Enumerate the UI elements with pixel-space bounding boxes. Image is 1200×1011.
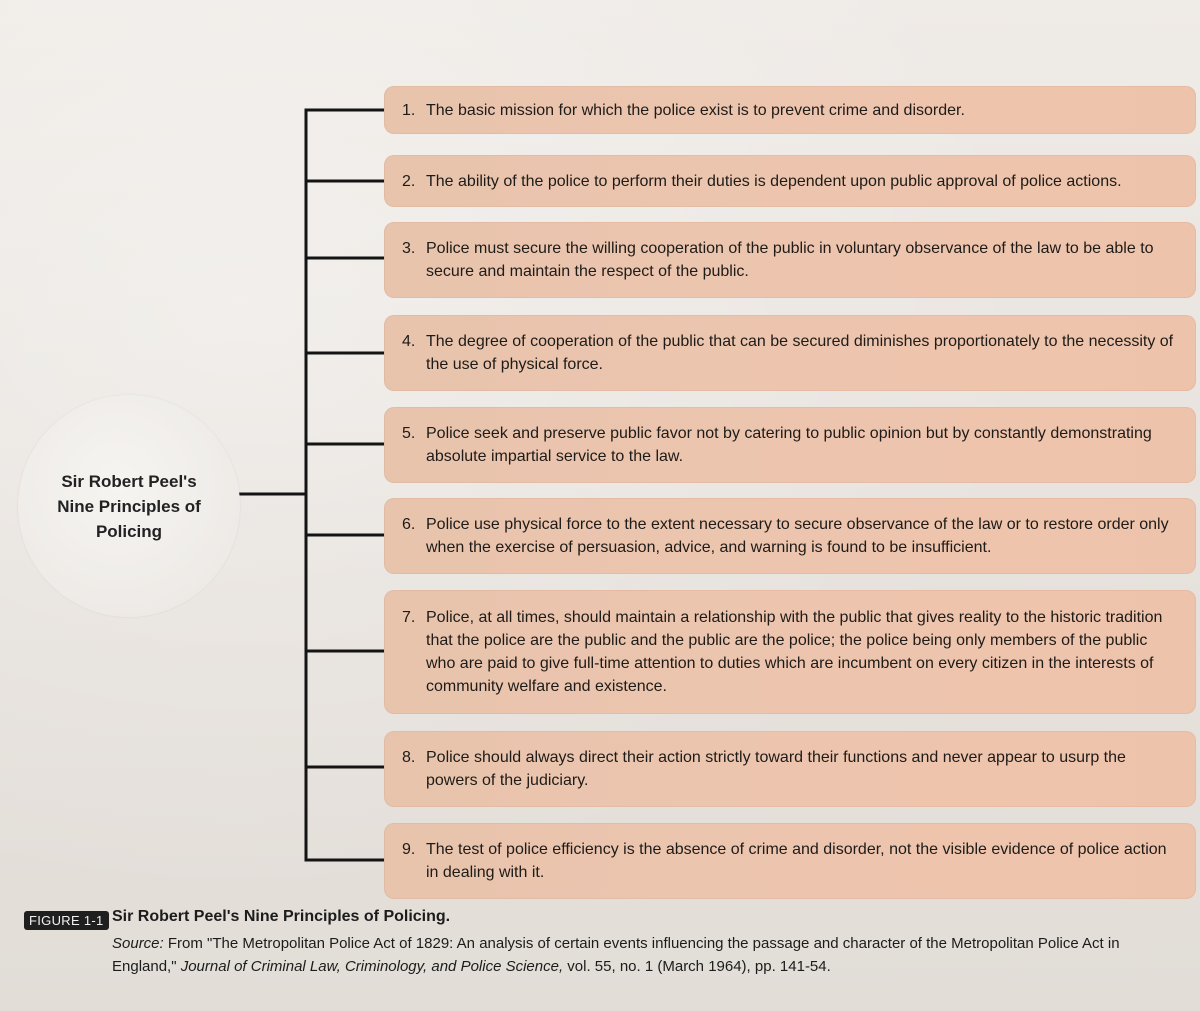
principle-box-5 [384,407,1196,483]
caption-source [112,932,1182,978]
principle-number: 9. [402,841,416,858]
principle-box-1 [384,86,1196,134]
principle-box-9 [384,823,1196,899]
principle-text: Police seek and preserve public favor not by catering to public opinion but by constantly demonstrating absolute impartial service to the law. [426,425,1152,465]
principle-text: Police use physical force to the extent necessary to secure observance of the law or to restore order only when the exercise of persuasion, advice, and warning is found to be insufficient. [426,516,1169,556]
source-text: From "The Metropolitan Police Act of 1829: An analysis of certain events influencing the passage and character of the Metropolitan Police Act in England," [112,935,1120,975]
principle-text: The basic mission for which the police exist is to prevent crime and disorder. [426,101,965,119]
principle-number: 5. [402,425,416,442]
principle-box-3 [384,222,1196,298]
principle-box-7 [384,590,1196,714]
source-label: Source: [112,935,164,952]
principle-text: The ability of the police to perform their duties is dependent upon public approval of police actions. [426,172,1122,190]
hub-title: Sir Robert Peel's Nine Principles of Policing [57,471,201,541]
principle-text: The degree of cooperation of the public that can be secured diminishes proportionately to the necessity of the use of physical force. [426,333,1174,373]
principle-number: 3. [402,240,416,257]
source-citation: vol. 55, no. 1 (March 1964), pp. 141-54. [567,958,831,975]
figure-tag: FIGURE 1-1 [24,911,109,930]
source-journal: Journal of Criminal Law, Criminology, and Police Science, [180,958,564,975]
caption-title: Sir Robert Peel's Nine Principles of Policing. [112,908,451,925]
principle-number: 7. [402,609,416,626]
hub-circle [18,395,240,617]
principle-number: 1. [402,101,416,119]
principle-number: 8. [402,749,416,766]
principle-box-4 [384,315,1196,391]
principle-text: Police should always direct their action strictly toward their functions and never appear to usurp the powers of the judiciary. [426,749,1126,789]
principle-box-2 [384,155,1196,207]
principle-text: Police, at all times, should maintain a relationship with the public that gives reality to the historic tradition that the police are the public and the public are the police; the police being only members of the public who are paid to give full-time attention to duties which are incumbent on every citizen in the interests of community welfare and existence. [426,609,1163,695]
principle-number: 6. [402,516,416,533]
principle-box-8 [384,731,1196,807]
principle-text: Police must secure the willing cooperation of the public in voluntary observance of the law to be able to secure and maintain the respect of the public. [426,240,1154,280]
principle-text: The test of police efficiency is the absence of crime and disorder, not the visible evidence of police action in dealing with it. [426,841,1167,881]
principle-number: 2. [402,172,416,190]
principle-number: 4. [402,333,416,350]
principle-box-6 [384,498,1196,574]
